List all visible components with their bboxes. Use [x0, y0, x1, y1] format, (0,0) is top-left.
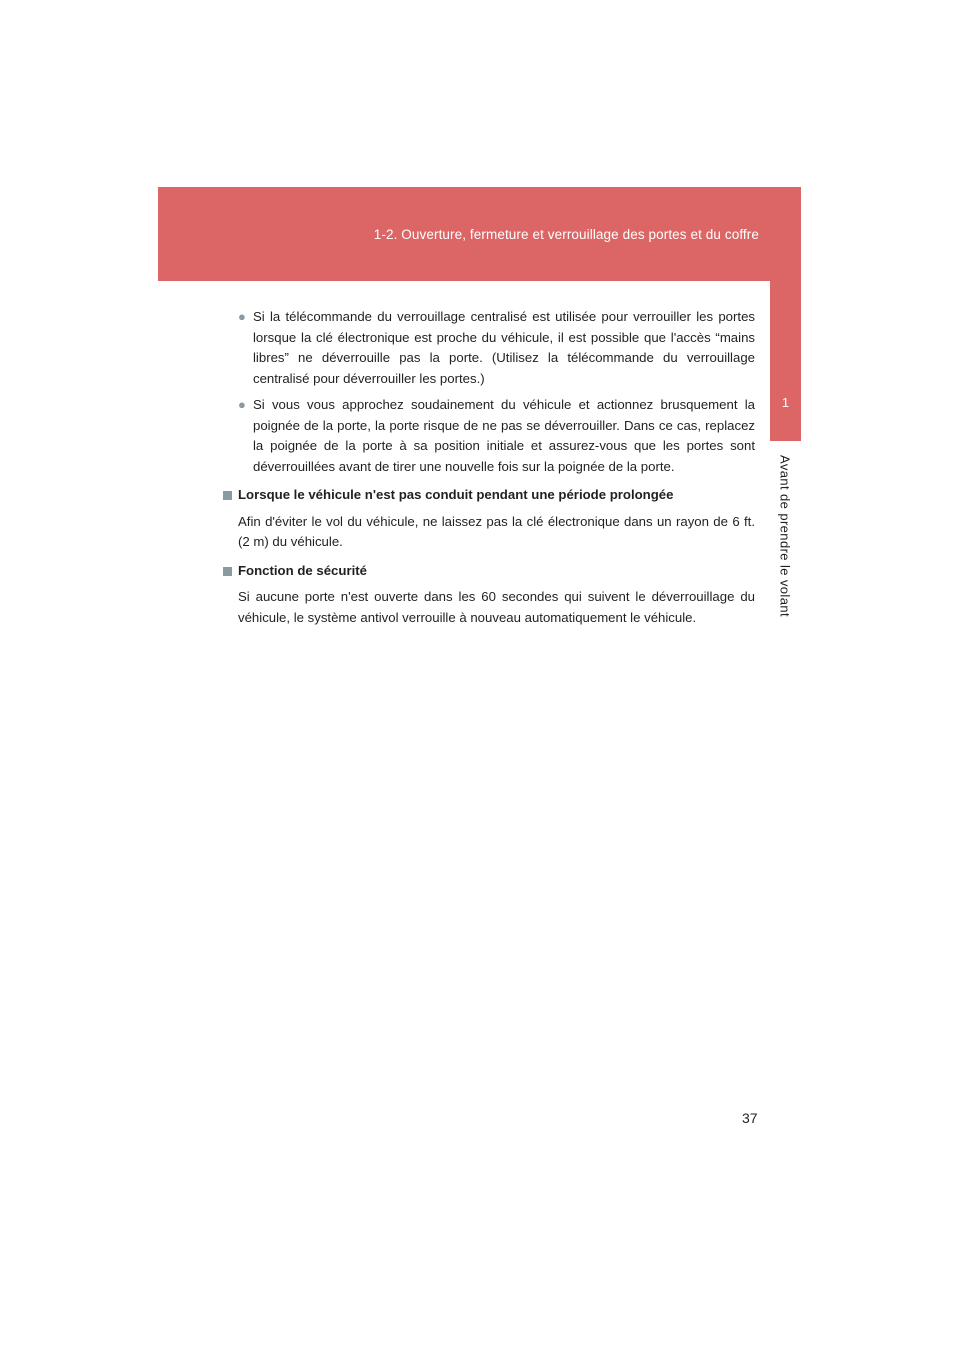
section-heading [223, 485, 755, 506]
section-heading-text: Fonction de sécurité [238, 562, 367, 578]
section-header-band [158, 187, 801, 281]
note-bullet [238, 307, 755, 389]
page-number: 37 [742, 1110, 758, 1126]
square-bullet-icon [223, 567, 232, 576]
section-heading [223, 561, 755, 582]
note-bullet [238, 395, 755, 477]
section-paragraph: Si aucune porte n'est ouverte dans les 60 secondes qui suivent le déverrouillage du véhicule, le système antivol verrouille à nouveau automatiquement le véhicule. [238, 589, 755, 625]
bullet-text: Si la télécommande du verrouillage centralisé est utilisée pour verrouiller les portes lorsque la clé électronique est proche du véhicule, il est possible que l'accès “mains libres” ne déverrouille pas la porte. (Utilisez la télécommande du verrouillage centralisé pour déverrouiller les portes.) [253, 309, 755, 386]
bullet-text: Si vous vous approchez soudainement du véhicule et actionnez brusquement la poignée de la porte, la porte risque de ne pas se déverrouiller. Dans ce cas, replacez la poignée de la porte à sa position initiale et assurez-vous que les portes sont déverrouillées avant de tirer une nouvelle fois sur la poignée de la porte. [253, 397, 755, 474]
chapter-tab [770, 281, 801, 441]
section-paragraph: Afin d'éviter le vol du véhicule, ne laissez pas la clé électronique dans un rayon de 6 ft. (2 m) du véhicule. [238, 513, 755, 549]
bullet-dot-icon: ● [238, 397, 246, 412]
section-title: 1-2. Ouverture, fermeture et verrouillage des portes et du coffre [373, 227, 759, 242]
page-content [238, 307, 755, 632]
chapter-label: Avant de prendre le volant [777, 455, 793, 617]
square-bullet-icon [223, 491, 232, 500]
section-heading-text: Lorsque le véhicule n'est pas conduit pendant une période prolongée [238, 487, 674, 502]
bullet-dot-icon: ● [238, 309, 246, 324]
chapter-number: 1 [781, 395, 790, 410]
